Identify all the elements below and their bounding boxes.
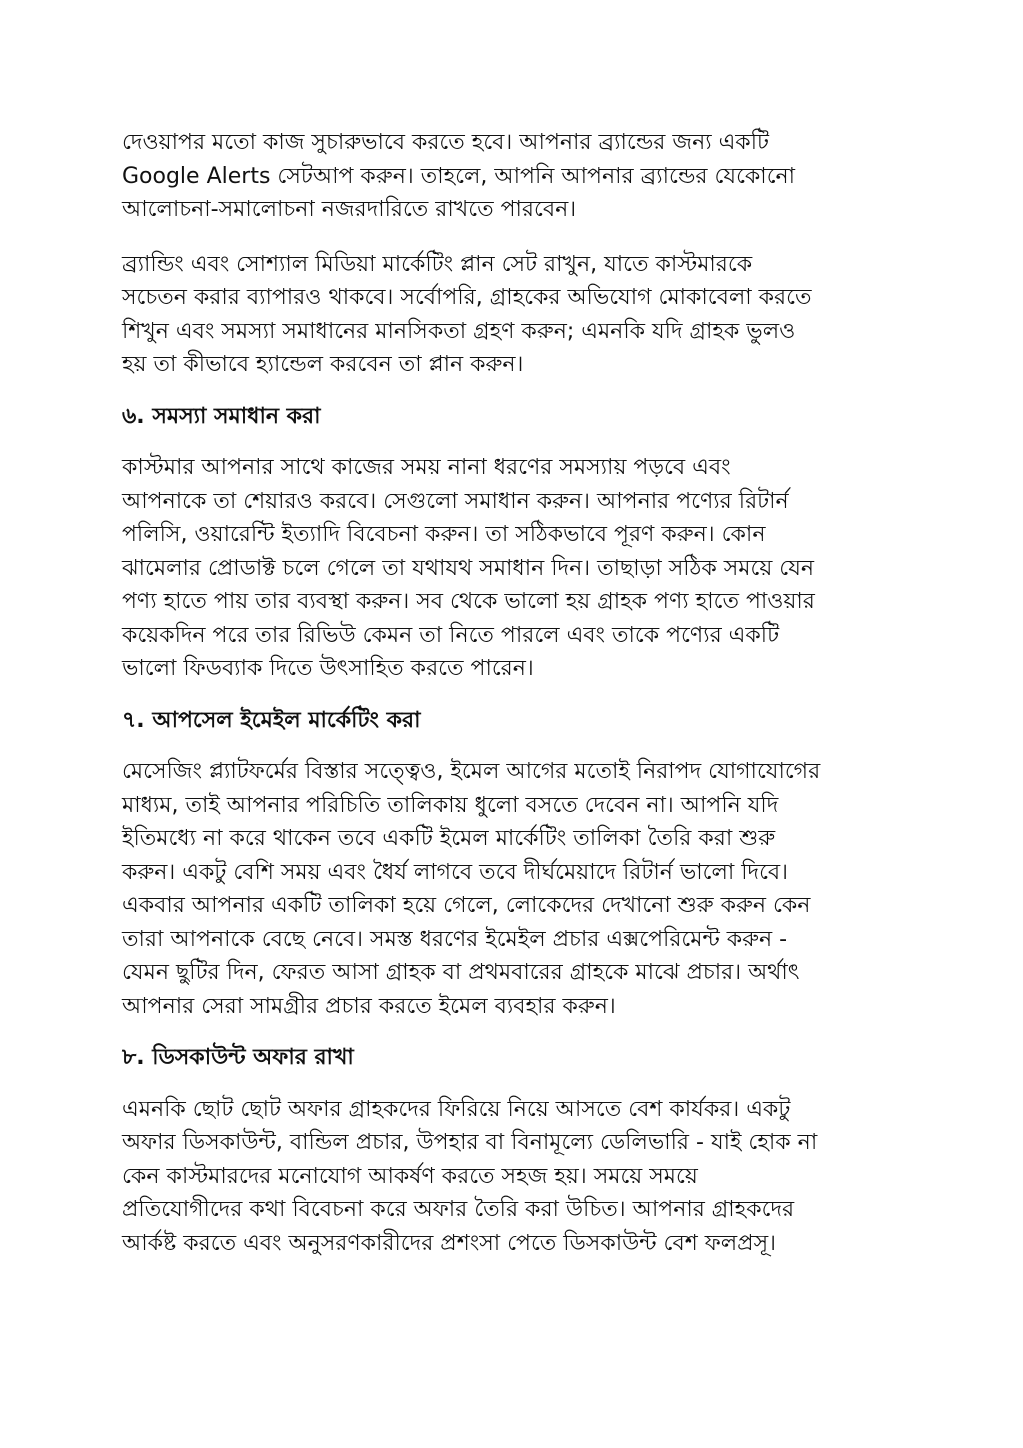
text-line: করুন। একটু বেশি সময় এবং ধৈর্য লাগবে তবে দীর্ঘমেয়াদে রিটার্ন ভালো দিবে। <box>122 859 789 885</box>
text-line: হয় তা কীভাবে হ্যান্ডেল করবেন তা প্লান করুন। <box>122 352 524 377</box>
text-line: কয়েকদিন পরে তার রিভিউ কেমন তা নিতে পারলে এবং তাকে পণ্যের একটি <box>122 622 780 648</box>
text-line: একবার আপনার একটি তালিকা হয়ে গেলে, লোকেদের দেখানো শুরু করুন কেন <box>122 893 811 918</box>
text-line: সচেতন করার ব্যাপারও থাকবে। সর্বোপরি, গ্রাহকের অভিযোগ মোকাবেলা করতে <box>122 285 812 310</box>
text-line: দেওয়াপর মতো কাজ সুচারুভাবে করতে হবে। আপনার ব্র্যান্ডের জন্য একটি <box>122 130 769 155</box>
paragraph-problem-solving <box>122 451 904 686</box>
text-line: যেমন ছুটির দিন, ফেরত আসা গ্রাহক বা প্রথমবারের গ্রাহকে মাঝে প্রচার। অর্থাৎ <box>122 960 800 985</box>
text-line: আলোচনা-সমালোচনা নজরদারিতে রাখতে পারবেন। <box>122 197 577 222</box>
text-line: ব্র্যান্ডিং এবং সোশ্যাল মিডিয়া মার্কেটিং প্লান সেট রাখুন, যাতে কাস্টমারকে <box>122 251 753 277</box>
paragraph-upsell-email <box>122 755 904 1023</box>
text-line: তারা আপনাকে বেছে নেবে। সমস্ত ধরণের ইমেইল প্রচার এক্সপেরিমেন্ট করুন - <box>122 926 788 952</box>
paragraph-google-alerts <box>122 126 904 227</box>
text-line: অফার ডিসকাউন্ট, বান্ডিল প্রচার, উপহার বা বিনামূল্যে ডেলিভারি - যাই হোক না <box>122 1130 818 1155</box>
text-line: ভালো ফিডব্যাক দিতে উৎসাহিত করতে পারেন। <box>122 656 534 681</box>
heading-upsell-email: ৭. আপসেল ইমেইল মার্কেটিং করা <box>122 707 421 733</box>
text-line: মাধ্যম, তাই আপনার পরিচিতি তালিকায় ধুলো বসতে দেবেন না। আপনি যদি <box>122 792 779 818</box>
text-line: আপনার সেরা সামগ্রীর প্রচার করতে ইমেল ব্যবহার করুন। <box>122 993 616 1019</box>
text-line: মেসেজিং প্ল্যাটফর্মের বিস্তার সত্ত্বেও, ইমেল আগের মতোই নিরাপদ যোগাযোগের <box>122 759 821 784</box>
text-line: শিখুন এবং সমস্যা সমাধানের মানসিকতা গ্রহণ করুন; এমনকি যদি গ্রাহক ভুলও <box>122 318 796 344</box>
document-page <box>122 126 904 1260</box>
text-line: আপনাকে তা শেয়ারও করবে। সেগুলো সমাধান করুন। আপনার পণ্যের রিটার্ন <box>122 488 789 514</box>
text-line: ঝামেলার প্রোডাক্ট চলে গেলে তা যথাযথ সমাধান দিন। তাছাড়া সঠিক সময়ে যেন <box>122 555 815 581</box>
text-line: আর্কষ্ট করতে এবং অনুসরণকারীদের প্রশংসা পেতে ডিসকাউন্ট বেশ ফলপ্রসূ। <box>122 1230 777 1256</box>
text-line: ইতিমধ্যে না করে থাকেন তবে একটি ইমেল মার্কেটিং তালিকা তৈরি করা শুরু <box>122 826 776 851</box>
text-line: কেন কাস্টমারদের মনোযোগ আকর্ষণ করতে সহজ হয়। সময়ে সময়ে <box>122 1163 698 1189</box>
text-line: প্রতিযোগীদের কথা বিবেচনা করে অফার তৈরি করা উচিত। আপনার গ্রাহকদের <box>122 1197 795 1222</box>
heading-problem-solving: ৬. সমস্যা সমাধান করা <box>122 403 321 429</box>
paragraph-branding-plan <box>122 248 904 382</box>
paragraph-discount-offer <box>122 1093 904 1261</box>
text-line: পলিসি, ওয়ারেন্টি ইত্যাদি বিবেচনা করুন। তা সঠিকভাবে পূরণ করুন। কোন <box>122 522 766 547</box>
heading-discount-offer: ৮. ডিসকাউন্ট অফার রাখা <box>122 1045 354 1070</box>
text-line: কাস্টমার আপনার সাথে কাজের সময় নানা ধরণের সমস্যায় পড়বে এবং <box>122 455 731 480</box>
text-line: এমনকি ছোট ছোট অফার গ্রাহকদের ফিরিয়ে নিয়ে আসতে বেশ কার্যকর। একটু <box>122 1096 791 1122</box>
text-line: পণ্য হাতে পায় তার ব্যবস্থা করুন। সব থেকে ভালো হয় গ্রাহক পণ্য হাতে পাওয়ার <box>122 589 815 614</box>
text-line: Google Alerts সেটআপ করুন। তাহলে, আপনি আপনার ব্র্যান্ডের যেকোনো <box>122 163 796 189</box>
